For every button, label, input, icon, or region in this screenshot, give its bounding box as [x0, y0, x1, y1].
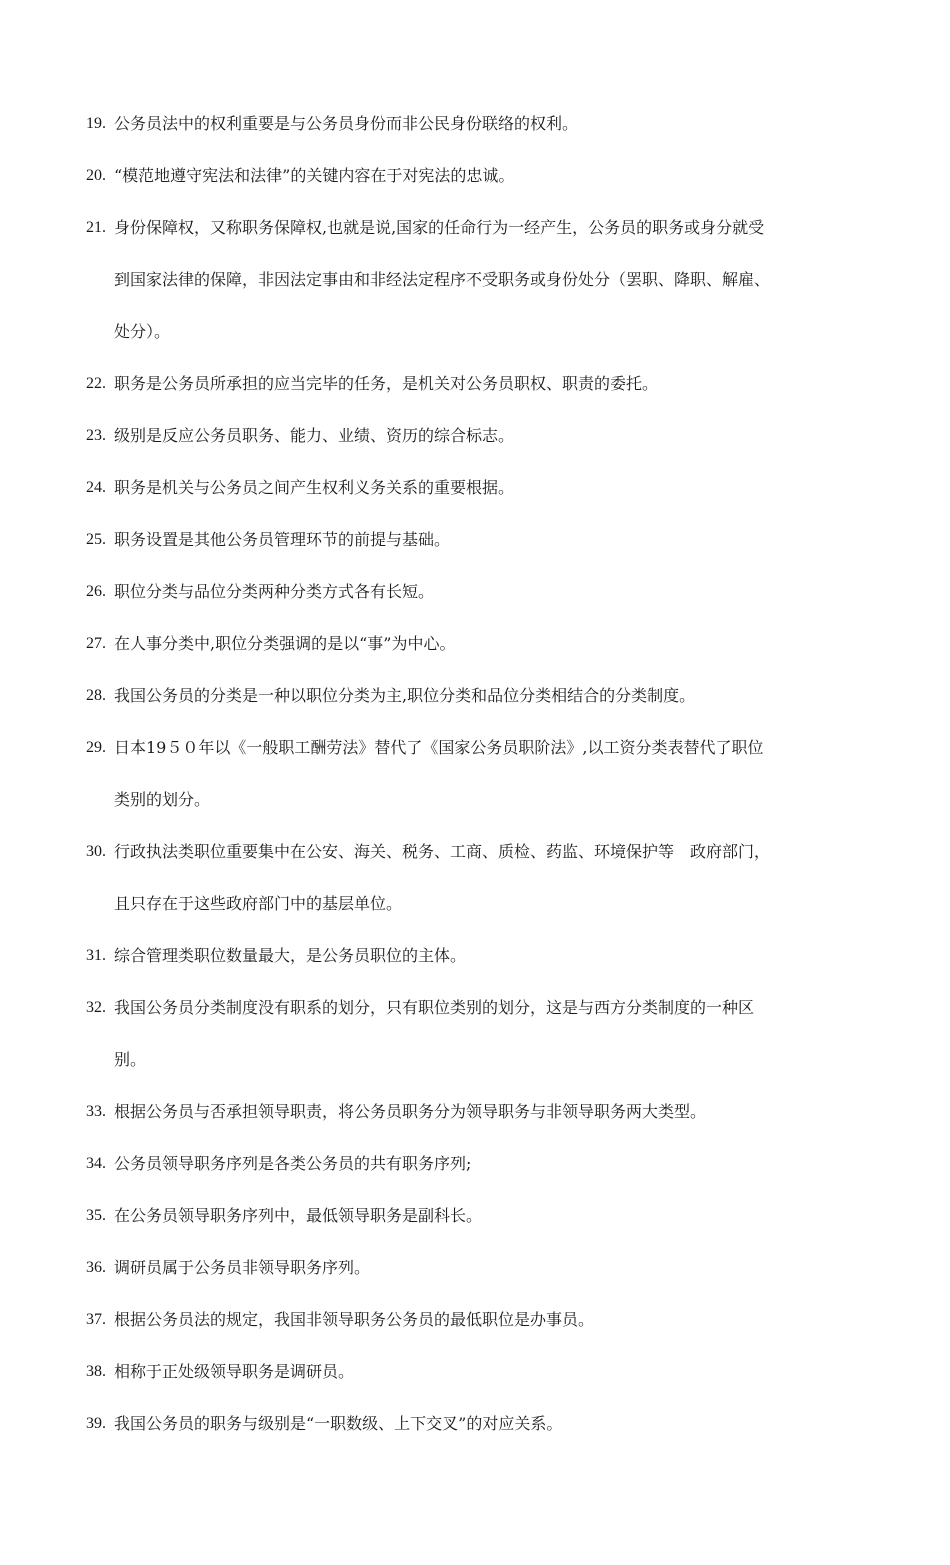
- item-text-line: 我国公务员分类制度没有职系的划分，只有职位类别的划分，这是与西方分类制度的一种区: [114, 998, 755, 1017]
- item-text: [114, 736, 886, 811]
- list-item: [86, 216, 886, 343]
- list-item: [86, 424, 886, 447]
- item-text: [114, 944, 886, 967]
- list-item: [86, 112, 886, 135]
- item-number: 31.: [86, 947, 106, 964]
- item-text-line: 级别是反应公务员职务、能力、业绩、资历的综合标志。: [114, 426, 515, 445]
- list-item: [86, 1204, 886, 1227]
- item-text-line: 调研员属于公务员非领导职务序列。: [114, 1258, 371, 1277]
- item-text-line: 日本19５０年以《一般职工酬劳法》替代了《国家公务员职阶法》,以工资分类表替代了职位: [114, 738, 764, 757]
- item-number: 38.: [86, 1363, 106, 1380]
- item-text-line: 在公务员领导职务序列中，最低领导职务是副科长。: [114, 1206, 483, 1225]
- item-text: [114, 1100, 886, 1123]
- item-text: [114, 1204, 886, 1227]
- item-number: 39.: [86, 1415, 106, 1432]
- list-item: [86, 996, 886, 1071]
- item-number: 22.: [86, 375, 106, 392]
- list-item: [86, 1100, 886, 1123]
- list-item: [86, 1412, 886, 1435]
- item-text-line: 职务设置是其他公务员管理环节的前提与基础。: [114, 530, 451, 549]
- item-text: [114, 528, 886, 551]
- item-number: 25.: [86, 531, 106, 548]
- list-item: [86, 528, 886, 551]
- list-item: [86, 1360, 886, 1383]
- item-text-line: “模范地遵守宪法和法律”的关键内容在于对宪法的忠诚。: [114, 166, 515, 185]
- item-number: 37.: [86, 1311, 106, 1328]
- item-text-line: 职务是公务员所承担的应当完毕的任务，是机关对公务员职权、职责的委托。: [114, 374, 659, 393]
- list-item: [86, 164, 886, 187]
- item-text: [114, 1360, 886, 1383]
- item-text: [114, 112, 886, 135]
- item-number: 24.: [86, 479, 106, 496]
- item-text-line: 身份保障权，又称职务保障权,也就是说,国家的任命行为一经产生，公务员的职务或身分就受: [114, 218, 765, 237]
- item-text-line: 职位分类与品位分类两种分类方式各有长短。: [114, 582, 435, 601]
- item-text-line: 且只存在于这些政府部门中的基层单位。: [114, 894, 403, 913]
- list-item: [86, 372, 886, 395]
- item-text-line: 根据公务员与否承担领导职责，将公务员职务分为领导职务与非领导职务两大类型。: [114, 1102, 707, 1121]
- list-item: [86, 632, 886, 655]
- list-item: [86, 1308, 886, 1331]
- item-text-line: 公务员法中的权利重要是与公务员身份而非公民身份联络的权利。: [114, 114, 579, 133]
- item-text-line: 到国家法律的保障，非因法定事由和非经法定程序不受职务或身份处分（罢职、降职、解雇、: [114, 270, 771, 289]
- item-text-line: 别。: [114, 1050, 147, 1069]
- item-number: 27.: [86, 635, 106, 652]
- item-number: 19.: [86, 115, 106, 132]
- item-number: 26.: [86, 583, 106, 600]
- item-text-line: 我国公务员的分类是一种以职位分类为主,职位分类和品位分类相结合的分类制度。: [114, 686, 696, 705]
- item-text: [114, 684, 886, 707]
- list-item: [86, 736, 886, 811]
- item-number: 20.: [86, 167, 106, 184]
- item-text: [114, 632, 886, 655]
- item-text: [114, 424, 886, 447]
- item-number: 21.: [86, 219, 106, 236]
- statement-list: [86, 112, 886, 1464]
- item-text-line: 公务员领导职务序列是各类公务员的共有职务序列;: [114, 1154, 472, 1173]
- item-text: [114, 1152, 886, 1175]
- list-item: [86, 476, 886, 499]
- item-number: 32.: [86, 999, 106, 1016]
- list-item: [86, 840, 886, 915]
- item-text: [114, 1256, 886, 1279]
- item-text-line: 根据公务员法的规定，我国非领导职务公务员的最低职位是办事员。: [114, 1310, 595, 1329]
- item-text-line: 相称于正处级领导职务是调研员。: [114, 1362, 355, 1381]
- list-item: [86, 684, 886, 707]
- item-text-line: 我国公务员的职务与级别是“一职数级、上下交叉”的对应关系。: [114, 1414, 563, 1433]
- list-item: [86, 944, 886, 967]
- item-number: 33.: [86, 1103, 106, 1120]
- item-text: [114, 580, 886, 603]
- item-text-line: 处分）。: [114, 322, 171, 341]
- item-text: [114, 476, 886, 499]
- item-text-line: 在人事分类中,职位分类强调的是以“事”为中心。: [114, 634, 456, 653]
- item-text: [114, 1308, 886, 1331]
- item-text: [114, 996, 886, 1071]
- list-item: [86, 1152, 886, 1175]
- item-number: 35.: [86, 1207, 106, 1224]
- item-text-line: 类别的划分。: [114, 790, 211, 809]
- item-number: 34.: [86, 1155, 106, 1172]
- list-item: [86, 580, 886, 603]
- list-item: [86, 1256, 886, 1279]
- item-text: [114, 1412, 886, 1435]
- item-text: [114, 372, 886, 395]
- item-number: 36.: [86, 1259, 106, 1276]
- item-number: 29.: [86, 739, 106, 756]
- item-text-line: 综合管理类职位数量最大，是公务员职位的主体。: [114, 946, 467, 965]
- item-text-line: 行政执法类职位重要集中在公安、海关、税务、工商、质检、药监、环境保护等 政府部门，: [114, 842, 771, 861]
- item-number: 28.: [86, 687, 106, 704]
- item-number: 23.: [86, 427, 106, 444]
- item-text-line: 职务是机关与公务员之间产生权利义务关系的重要根据。: [114, 478, 515, 497]
- item-text: [114, 216, 886, 343]
- item-number: 30.: [86, 843, 106, 860]
- item-text: [114, 164, 886, 187]
- item-text: [114, 840, 886, 915]
